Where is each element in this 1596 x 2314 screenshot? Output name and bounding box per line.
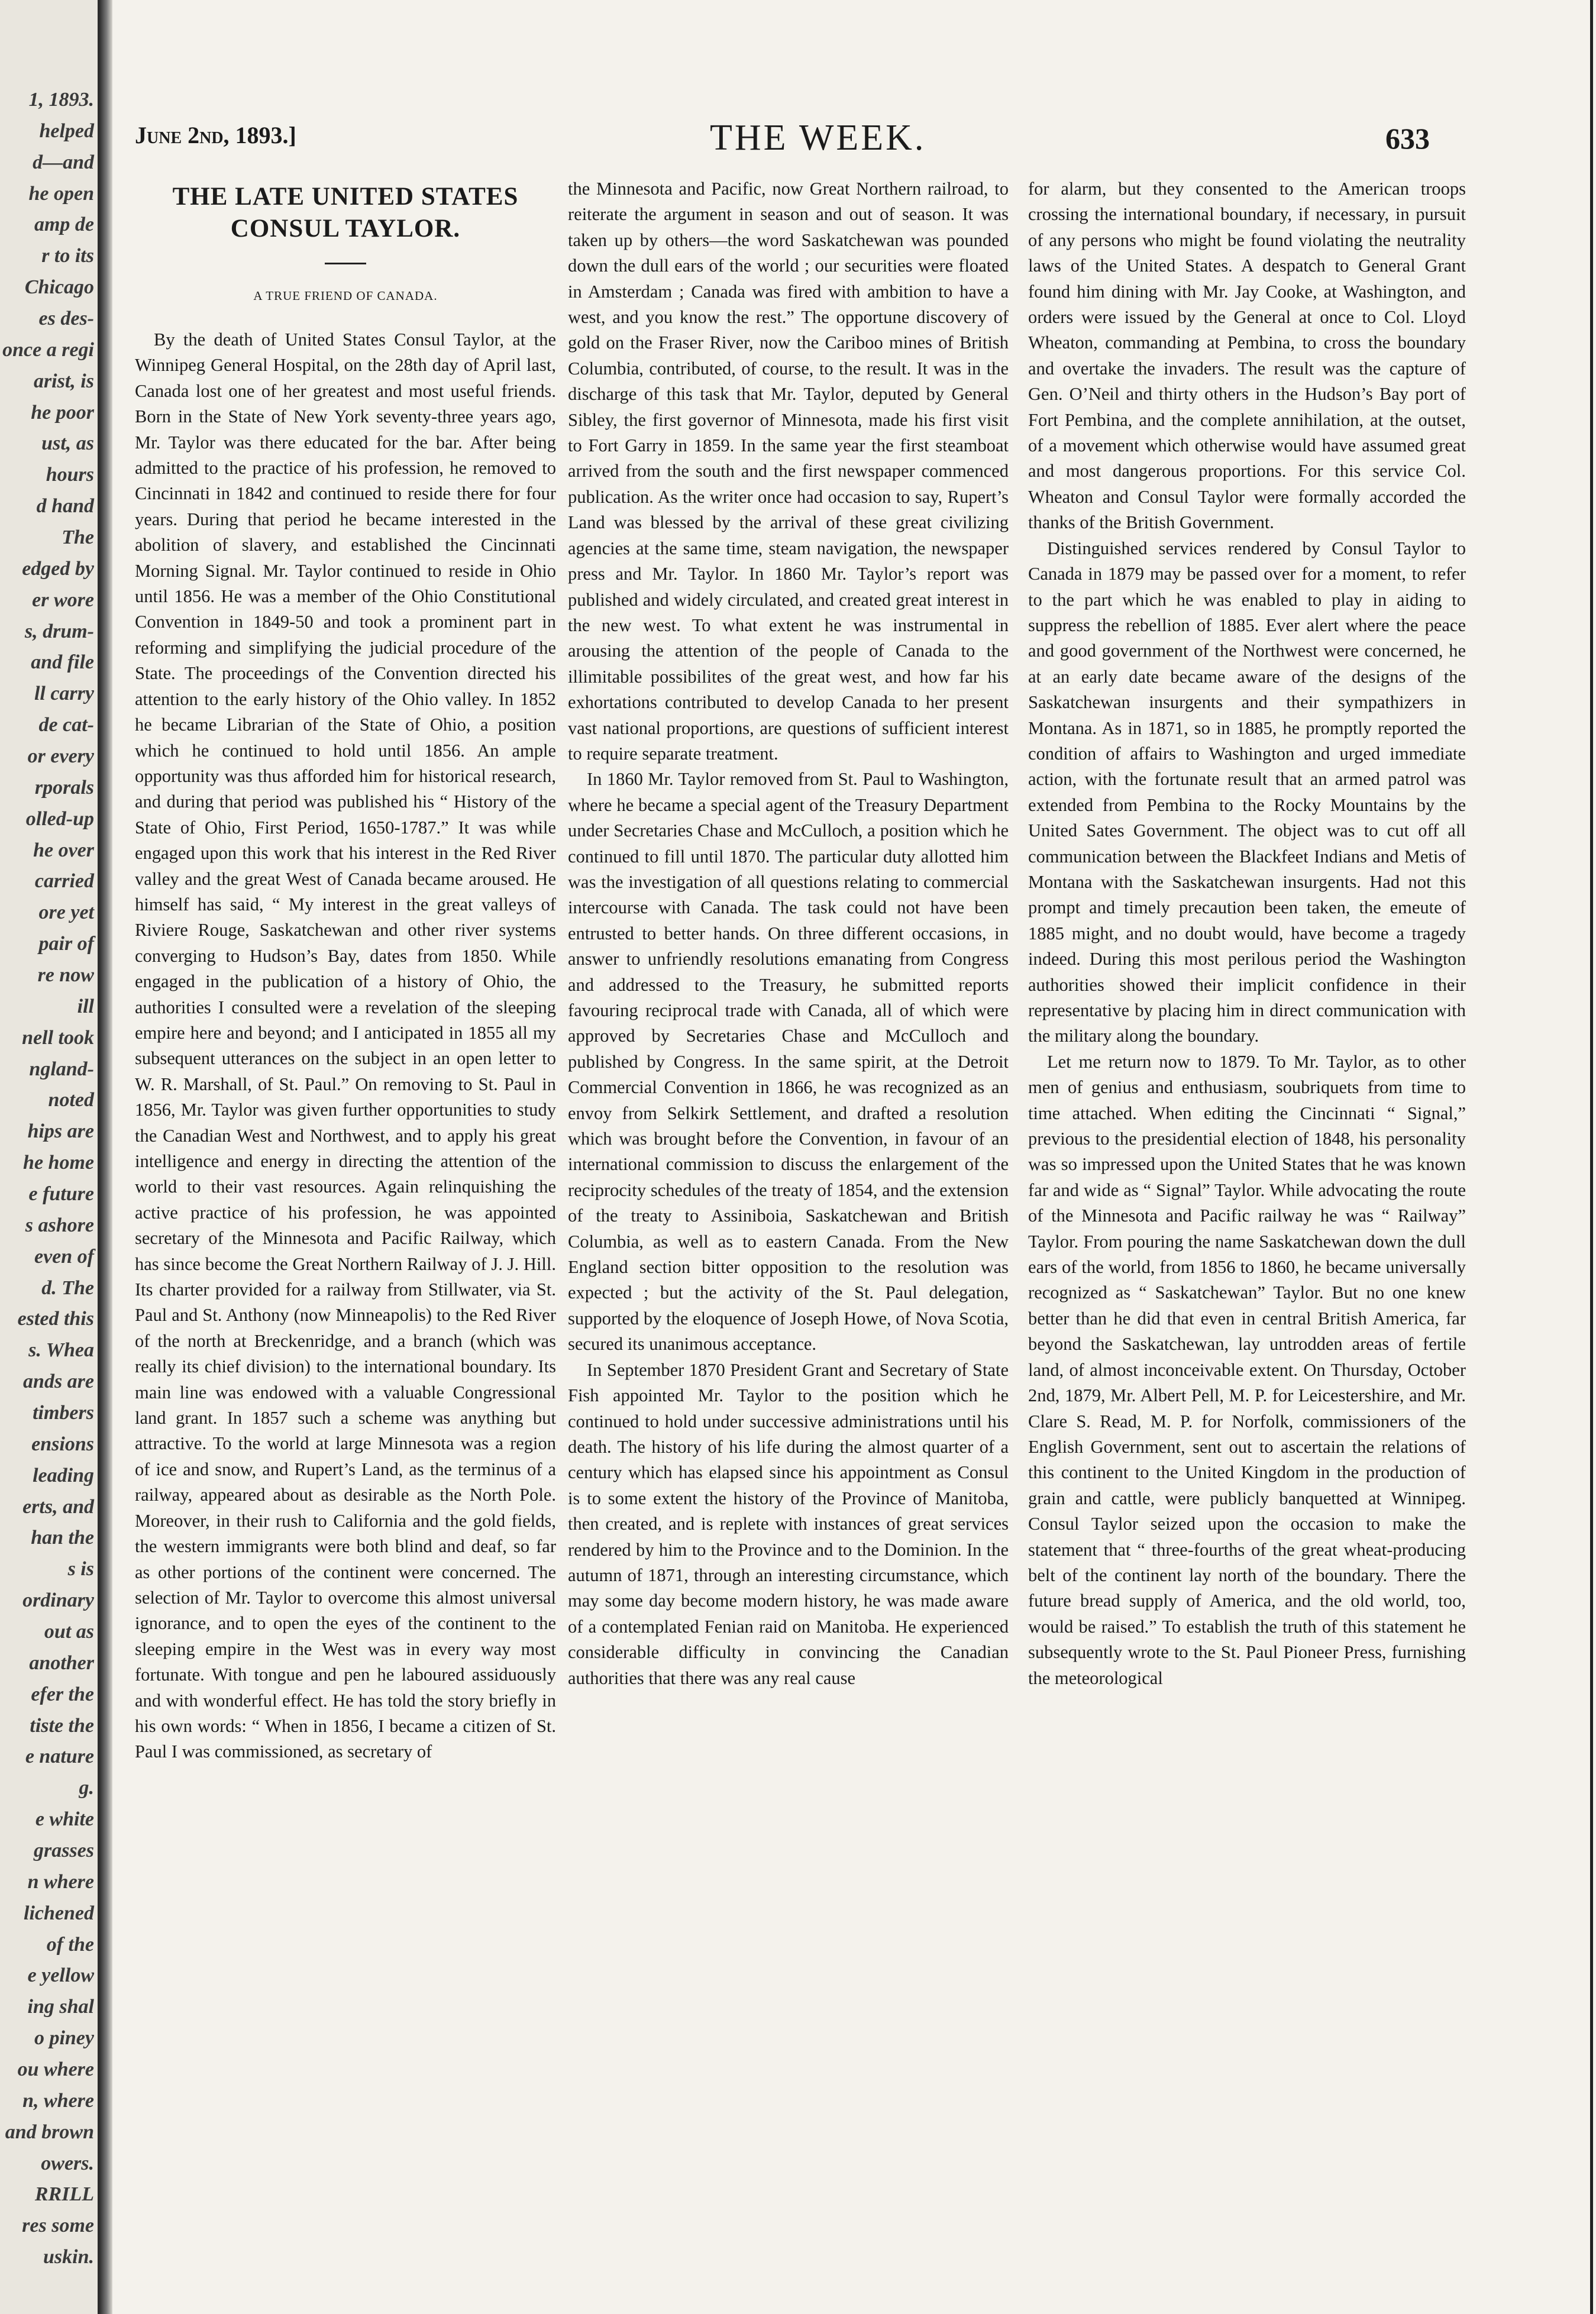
margin-fragment: e yellow <box>27 1964 94 1986</box>
article-column-2 <box>568 176 1009 2300</box>
margin-fragment: he poor <box>31 402 94 424</box>
title-rule <box>325 263 366 264</box>
margin-fragment: res some <box>22 2215 94 2237</box>
margin-fragment: ested this <box>17 1308 94 1330</box>
paragraph-2: In 1860 Mr. Taylor removed from St. Paul to Washington, where he became a special agent of the Treasury Department under Secretaries Chase and McCulloch, a position which he continued to fill until 1870. The particular duty allotted him was the investigation of all questions relating to commercial intercourse with Canada. The task could not have been entrusted to better hands. On three different occasions, in answer to unfriendly resolutions emanating from Congress and addressed to the Treasury, he submitted reports favouring reciprocal trade with Canada, all of which were approved by Secretaries Chase and McCulloch and published by Congress. In the same spirit, at the Detroit Commercial Convention in 1866, he was recognized as an envoy from Selkirk Settlement, and drafted a resolution which was brought before the Convention, in favour of an international commission to discuss the enlargement of the reciprocity schedules of the treaty of 1854, and the extension of the treaty to Assiniboia, Saskatchewan and British Columbia, as well as to eastern Canada. From the New England section bitter opposition to the resolution was expected ; but the activity of the St. Paul delegation, supported by the eloquence of Joseph Howe, of Nova Scotia, secured its unanimous acceptance. <box>568 769 1009 1355</box>
margin-fragment: rporals <box>34 777 94 799</box>
margin-fragment: ands are <box>23 1371 94 1392</box>
page-number: 633 <box>1385 122 1430 155</box>
margin-fragment: ing shal <box>27 1996 94 2018</box>
margin-fragment: even of <box>34 1246 94 1268</box>
margin-fragment: d—and <box>33 151 94 173</box>
margin-fragment: olled-up <box>25 808 94 830</box>
margin-fragment: o piney <box>34 2027 94 2049</box>
margin-fragment: tiste the <box>30 1715 94 1737</box>
margin-fragment: owers. <box>41 2153 94 2174</box>
facing-page-edge <box>0 0 99 2314</box>
article-title: THE LATE UNITED STATES CONSUL TAYLOR. <box>172 183 519 243</box>
margin-fragment: The <box>62 526 94 548</box>
margin-fragment: e nature <box>25 1746 94 1767</box>
margin-fragment: erts, and <box>22 1496 94 1518</box>
article-subtitle: A TRUE FRIEND OF CANADA. <box>253 289 438 303</box>
margin-fragment: ensions <box>31 1433 94 1455</box>
paragraph-3-part-1: In September 1870 President Grant and Secretary of State Fish appointed Mr. Taylor to the position which he continued to hold under successive administrations until his death. The history of his life during the almost quarter of a century which has elapsed since his appointment as Consul is to some extent the history of the Province of Manitoba, then created, and is replete with instances of great services rendered by him to the Province and to the Dominion. In the autumn of 1871, through an interesting circumstance, which may some day become modern history, he was made aware of a contemplated Fenian raid on Manitoba. He experienced considerable difficulty in convincing the Canadian authorities that there was any real cause <box>568 1359 1009 1688</box>
margin-fragment: uskin. <box>43 2246 94 2268</box>
paragraph-4: Distinguished services rendered by Consul Taylor to Canada in 1879 may be passed over for a moment, to refer to the part which he was enabled to play in aiding to suppress the rebellion of 1885. Ever alert where the peace and good government of the Northwest were concerned, he at an early date became aware of the designs of the Saskatchewan insurgents and their sympathizers in Montana. As in 1871, so in 1885, he promptly reported the condition of affairs to Washington and urged immediate action, with the fortunate result that an armed patrol was extended from Pembina to the Rocky Mountains by the United Sates Government. The object was to cut off all communication between the Blackfeet Indians and Metis of Montana with the Saskatchewan insurgents. Had not this prompt and timely precaution been taken, the emeute of 1885 might, and no doubt would, have become a tragedy indeed. During this most perilous period the Washington authorities showed their implicit confidence in their representative by placing him in direct communication with the military along the boundary. <box>1028 538 1466 1046</box>
margin-fragment: noted <box>48 1089 94 1111</box>
margin-fragment: out as <box>44 1621 94 1643</box>
article-column-3 <box>1028 176 1466 2300</box>
margin-fragment: grasses <box>33 1840 94 1861</box>
paragraph-3-part-2: for alarm, but they consented to the American troops crossing the international boundary, if necessary, in pursuit of any persons who might be found violating the neutrality laws of the United States. A despatch to General Grant found him dining with Mr. Jay Cooke, at Washington, and orders were issued by the General at once to Col. Lloyd Wheaton, commanding at Pembina, to cross the boundary and overtake the invaders. The result was the capture of Gen. O’Neil and thirty others in the Hudson’s Bay port of Fort Pembina, and the complete annihilation, at the outset, of a movement which otherwise would have assumed great and most dangerous proportions. For this service Col. Wheaton and Consul Taylor were formally accorded the thanks of the British Government. <box>1028 179 1466 533</box>
margin-fragment: s. Whea <box>28 1339 94 1361</box>
book-gutter <box>99 0 112 2314</box>
margin-fragment: e future <box>28 1183 94 1205</box>
paragraph-5: Let me return now to 1879. To Mr. Taylor, as to other men of genius and enthusiasm, soubriquets from time to time attached. When editing the Cincinnati “ Signal,” previous to the presidential election of 1848, his personality was so impressed upon the United States that he was known far and wide as “ Signal” Taylor. While advocating the route of the Minnesota and Pacific railway he was “ Railway” Taylor. From pouring the name Saskatchewan down the dull ears of the world, from 1856 to 1860, he became universally recognized as “ Saskatchewan” Taylor. But no one knew better than he did that even in central British America, far beyond the Saskatchewan, lay untrodden areas of fertile land, of almost inconceivable extent. On Thursday, October 2nd, 1879, Mr. Albert Pell, M. P. for Leicestershire, and Mr. Clare S. Read, M. P. for Norfolk, commissioners of the English Government, sent out to ascertain the relations of this continent to the United Kingdom in the production of grain and cattle, were publicly banquetted at Winnipeg. Consul Taylor seized upon the occasion to make the statement that “ three-fourths of the great wheat-producing belt of the continent lay north of the boundary. There the future bread supply of America, and the old world, too, would be raised.” To establish the truth of this statement he subsequently wrote to the St. Paul Pioneer Press, furnishing the meteorological <box>1028 1051 1466 1688</box>
margin-fragment: n where <box>27 1871 94 1893</box>
margin-fragment: or every <box>27 745 94 767</box>
header-date: June 2nd, 1893.] <box>135 122 296 148</box>
margin-fragment: he open <box>28 183 94 205</box>
margin-fragment: ordinary <box>22 1589 94 1611</box>
margin-fragment: hours <box>46 464 94 486</box>
margin-fragment: arist, is <box>33 370 94 392</box>
margin-fragment: er wore <box>32 589 94 611</box>
right-margin-rule <box>1590 0 1593 2314</box>
article-column-1 <box>135 176 556 2300</box>
margin-fragment: n, where <box>22 2090 94 2112</box>
margin-fragment: han the <box>31 1527 94 1549</box>
margin-fragment: leading <box>33 1465 94 1486</box>
margin-fragment: es des- <box>38 308 94 329</box>
margin-fragment: ust, as <box>41 432 94 454</box>
margin-fragment: ore yet <box>38 901 94 923</box>
margin-fragment: 1, 1893. <box>28 89 94 111</box>
margin-fragment: edged by <box>22 558 94 580</box>
margin-fragment: s is <box>67 1558 94 1580</box>
margin-fragment: ill <box>77 996 94 1017</box>
margin-fragment: efer the <box>31 1683 94 1705</box>
margin-fragment: ll carry <box>34 683 94 704</box>
margin-fragment: carried <box>34 870 94 892</box>
margin-fragment: hips are <box>27 1120 94 1142</box>
margin-fragment: s ashore <box>25 1214 94 1236</box>
margin-fragment: once a regi <box>2 339 94 361</box>
margin-fragment: lichened <box>24 1902 94 1924</box>
journal-title: THE WEEK. <box>710 118 926 158</box>
margin-fragment: RRILL <box>34 2183 94 2205</box>
margin-fragment: nell took <box>22 1027 94 1049</box>
margin-fragment: and brown <box>5 2121 94 2143</box>
margin-fragment: ou where <box>17 2058 94 2080</box>
margin-fragment: he home <box>23 1152 94 1174</box>
margin-fragment: s, drum- <box>24 620 94 642</box>
margin-fragment: Chicago <box>24 276 94 298</box>
margin-fragment: he over <box>33 839 94 861</box>
margin-fragment: and file <box>31 651 94 673</box>
margin-fragment: of the <box>46 1934 94 1956</box>
paragraph-1-part-2: the Minnesota and Pacific, now Great Northern railroad, to reiterate the argument in season and out of season. It was taken up by others—the word Saskatchewan was pounded down the dull ears of the world ; our securities were floated in Amsterdam ; Canada was fired with ambition to have a west, and you know the rest.” The opportune discovery of gold on the Fraser River, now the Cariboo mines of British Columbia, contributed, of course, to the result. It was in the discharge of this task that Mr. Taylor, deputed by General Sibley, the first governor of Minnesota, made his first visit to Fort Garry in 1859. In the same year the first steamboat arrived from the south and the first newspaper commenced publication. As the writer once had occasion to say, Rupert’s Land was blessed by the arrival of these great civilizing agencies at the same time, steam navigation, the newspaper press and Mr. Taylor. In 1860 Mr. Taylor’s report was published and widely circulated, and created great interest in the new west. To what extent he was instrumental in arousing the attention of the people of Canada to the illimitable possibilites of the great west, and how far his exhortations contributed to develop Canada to her present vast national proportions, are questions of sufficient interest to require separate treatment. <box>568 179 1009 764</box>
margin-fragment: de cat- <box>38 714 94 736</box>
margin-fragment: ngland- <box>29 1058 94 1080</box>
margin-fragment: re now <box>37 964 94 986</box>
margin-fragment: e white <box>35 1808 94 1830</box>
margin-fragment: g. <box>79 1777 94 1799</box>
margin-fragment: another <box>29 1652 94 1674</box>
margin-fragment: helped <box>39 120 94 142</box>
margin-fragment: amp de <box>34 214 94 235</box>
margin-fragment: pair of <box>38 933 94 955</box>
paragraph-1-part-1: By the death of United States Consul Taylor, at the Winnipeg General Hospital, on the 28th day of April last, Canada lost one of her greatest and most useful friends. Born in the State of New York seventy-three years ago, Mr. Taylor was there educated for the bar. After being admitted to the practice of his profession, he removed to Cincinnati in 1842 and continued to reside there for four years. During that period he became interested in the abolition of slavery, and established the Cincinnati Morning Signal. Mr. Taylor continued to reside in Ohio until 1856. He was a member of the Ohio Constitutional Convention in 1849-50 and took a prominent part in reforming and simplifying the judicial procedure of the State. The proceedings of the Convention directed his attention to the early history of the Ohio valley. In 1852 he became Librarian of the State of Ohio, a position which he continued to hold until 1856. An ample opportunity was thus afforded him for historical research, and during that period was published his “ History of the State of Ohio, First Period, 1650-1787.” It was while engaged upon this work that his interest in the Red River valley and the great West of Canada became aroused. He himself has said, “ My interest in the great valleys of Riviere Rouge, Saskatchewan and other river systems converging to Hudson’s Bay, dates from 1850. While engaged in the publication of a history of Ohio, the authorities I consulted were a revelation of the sleeping empire here and beyond; and I anticipated in 1855 all my subsequent utterances on the subject in an open letter to W. R. Marshall, of St. Paul.” On removing to St. Paul in 1856, Mr. Taylor was given further opportunities to study the Canadian West and Northwest, and to apply his great intelligence and energy in directing the attention of the world to their vast resources. Again relinquishing the active practice of his profession, he was appointed secretary of the Minnesota and Pacific Railway, which has since become the Great Northern Railway of J. J. Hill. Its charter provided for a railway from Stillwater, via St. Paul and St. Anthony (now Minneapolis) to the Red River of the north at Breckenridge, and a branch (which was really its chief division) to the international boundary. Its main line was endowed with a valuable Congressional land grant. In 1857 such a scheme was anything but attractive. To the world at large Minnesota was a region of ice and snow, and Rupert’s Land, as the terminus of a railway, appeared about as desirable as the North Pole. Moreover, in their rush to California and the gold fields, the western immigrants were both blind and deaf, so far as other portions of the continent were concerned. The selection of Mr. Taylor to overcome this almost universal ignorance, and to open the eyes of the continent to the sleeping empire in the West was in every way most fortunate. With tongue and pen he laboured assiduously and with wonderful effect. He has told the story briefly in his own words: “ When in 1856, I became a citizen of St. Paul I was commissioned, as secretary of <box>135 329 556 1762</box>
margin-fragment: d. The <box>41 1277 94 1299</box>
margin-fragment: r to its <box>41 245 94 267</box>
margin-fragment: timbers <box>33 1402 94 1424</box>
margin-fragment: d hand <box>36 495 94 517</box>
